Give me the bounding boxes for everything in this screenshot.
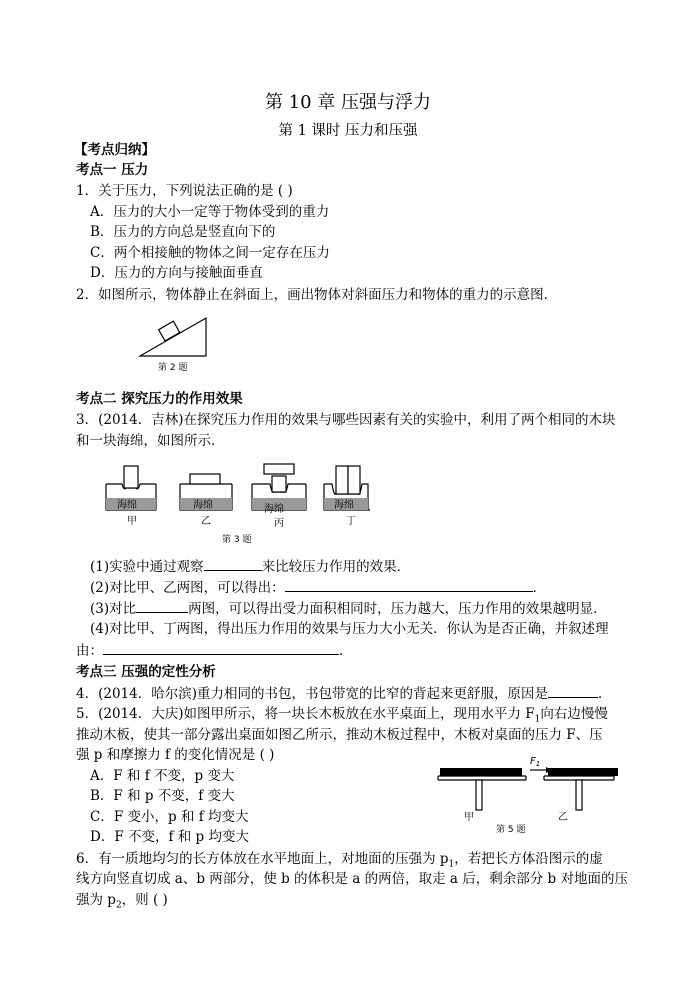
kaodian-1-heading: 考点一 压力 bbox=[76, 162, 149, 178]
sponge-setup-jia bbox=[106, 466, 156, 527]
q3-part4-line2: 由： ． bbox=[76, 640, 353, 661]
lesson-subtitle: 第 1 课时 压力和压强 bbox=[278, 123, 418, 139]
q3-line1: 3．(2014．吉林)在探究压力作用的效果与哪些因素有关的实验中，利用了两个相同的木块 bbox=[76, 412, 616, 428]
q5-line3: 强 p 和摩擦力 f 的变化情况是 ( ) bbox=[76, 747, 275, 763]
q3-blank-1 bbox=[204, 556, 262, 571]
q4-blank bbox=[548, 683, 598, 698]
q5-option-d: D．F 不变，f 和 p 均变大 bbox=[90, 829, 249, 845]
sponge-label-ding: 海绵 bbox=[334, 500, 354, 511]
sponge-label-yi: 海绵 bbox=[193, 500, 213, 511]
q3-part1: (1)实验中通过观察 来比较压力作用的效果． bbox=[90, 556, 410, 577]
q5-label-yi: 乙 bbox=[558, 812, 568, 823]
q1-option-c: C．两个相接触的物体之间一定存在压力 bbox=[90, 245, 330, 261]
section-tag: 【考点归纳】 bbox=[74, 142, 155, 158]
q5-board-figure bbox=[434, 754, 624, 838]
q5-label-jia: 甲 bbox=[464, 812, 474, 823]
q1-option-b: B．压力的方向总是竖直向下的 bbox=[90, 224, 276, 240]
q3-line2: 和一块海绵，如图所示． bbox=[76, 433, 225, 449]
q3-part3: (3)对比 两图，可以得出受力面积相同时，压力越大，压力作用的效果越明显． bbox=[90, 598, 607, 619]
q3-part4-line1: (4)对比甲、丁两图，得出压力作用的效果与压力大小无关．你认为是否正确，并叙述理 bbox=[90, 621, 609, 637]
q6-line1: 6．有一质地均匀的长方体放在水平地面上，对地面的压强为 $p_1$，若把长方体沿图示的虚 bbox=[76, 851, 603, 870]
q5-caption: 第 5 题 bbox=[496, 825, 526, 835]
label-bing: 丙 bbox=[274, 518, 284, 529]
q3-blank-3 bbox=[136, 598, 188, 613]
q6-line2: 线方向竖直切成 a、b 两部分，使 b 的体积是 a 的两倍，取走 a 后，剩余部分 b 对地面的压 bbox=[76, 871, 628, 887]
q1-stem: 1．关于压力，下列说法正确的是 ( ) bbox=[76, 183, 293, 199]
sponge-setup-yi bbox=[180, 474, 232, 527]
q3-blank-2 bbox=[285, 577, 533, 592]
q5-option-b: B．F 和 p 不变，f 变大 bbox=[90, 788, 235, 804]
q4-text: 4．(2014．哈尔滨)重力相同的书包，书包带宽的比窄的背起来更舒服，原因是 ． bbox=[76, 683, 611, 704]
q5-option-a: A．F 和 f 不变，p 变大 bbox=[90, 768, 235, 784]
kaodian-2-heading: 考点二 探究压力的作用效果 bbox=[76, 391, 243, 407]
q3-blank-4 bbox=[103, 640, 339, 655]
q2-stem: 2．如图所示，物体静止在斜面上，画出物体对斜面压力和物体的重力的示意图． bbox=[76, 287, 558, 303]
q6-line3: 强为 $p_2$，则 ( ) bbox=[76, 892, 168, 911]
q5-force-label: $F_1$ bbox=[530, 756, 541, 768]
chapter-title: 第 10 章 压强与浮力 bbox=[264, 92, 432, 113]
label-yi: 乙 bbox=[201, 516, 211, 527]
q5-option-c: C．F 变小，p 和 f 均变大 bbox=[90, 809, 249, 825]
q5-line2: 推动木板，使其一部分露出桌面如图乙所示，推动木板过程中，木板对桌面的压力 F、压 bbox=[76, 727, 603, 743]
q5-line1: 5．(2014．大庆)如图甲所示，将一块长木板放在水平桌面上，现用水平力 $F_1$向右边慢慢 bbox=[76, 706, 608, 725]
sponge-setup-bing bbox=[252, 464, 306, 529]
label-jia: 甲 bbox=[127, 516, 137, 527]
q2-incline-figure bbox=[138, 312, 214, 374]
q1-option-d: D．压力的方向与接触面垂直 bbox=[90, 265, 263, 281]
q3-part2: (2)对比甲、乙两图，可以得出： ． bbox=[90, 577, 546, 598]
q2-caption: 第 2 题 bbox=[158, 363, 188, 373]
label-ding: 丁 bbox=[346, 516, 356, 527]
sponge-label-jia: 海绵 bbox=[117, 500, 137, 511]
sponge-label-bing: 海绵 bbox=[264, 504, 284, 515]
block-on-incline bbox=[159, 321, 180, 341]
q5-setup-yi bbox=[530, 756, 618, 823]
q3-caption: 第 3 题 bbox=[222, 535, 252, 545]
q3-sponge-figure bbox=[100, 460, 370, 548]
q5-setup-jia bbox=[438, 768, 526, 823]
q1-option-a: A．压力的大小一定等于物体受到的重力 bbox=[90, 204, 330, 220]
sponge-setup-ding bbox=[324, 466, 370, 527]
kaodian-3-heading: 考点三 压强的定性分析 bbox=[76, 664, 216, 680]
